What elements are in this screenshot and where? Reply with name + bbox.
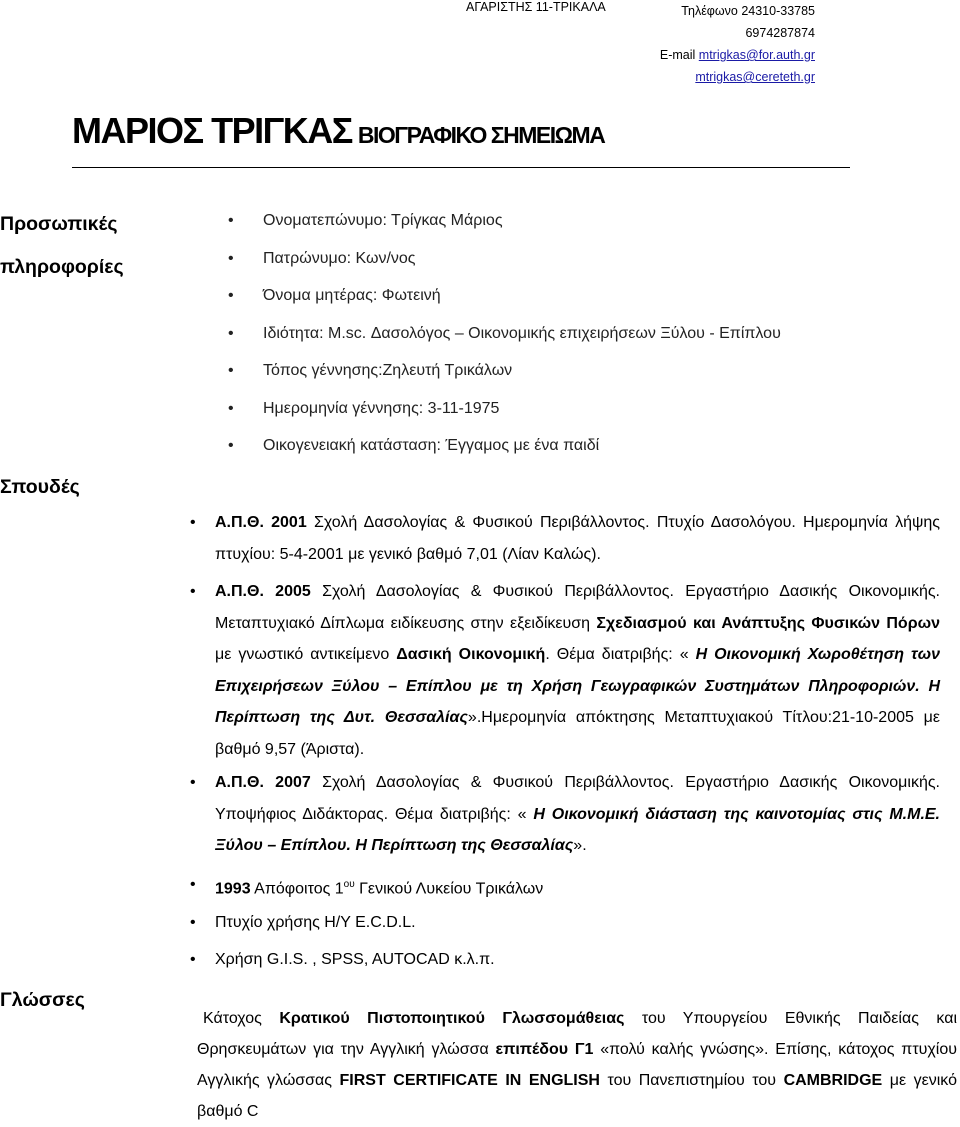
- personal-item: • Ιδιότητα: M.sc. Δασολόγος – Οικονομικής επιχειρήσεων Ξύλου - Επίπλου: [228, 315, 781, 353]
- title-subtitle: ΒΙΟΓΡΑΦΙΚΟ ΣΗΜΕΙΩΜΑ: [357, 122, 605, 148]
- email-link-1[interactable]: mtrigkas@for.auth.gr: [698, 48, 815, 62]
- email-label: E-mail: [659, 48, 696, 62]
- study-item-2001: • Α.Π.Θ. 2001 Σχολή Δασολογίας & Φυσικού Περιβάλλοντος. Πτυχίο Δασολόγου. Ημερομηνία λήψης πτυχίου: 5-4-2001 με γενικό βαθμό 7,01 (Λίαν Καλώς).: [190, 507, 940, 570]
- personal-item: • Ημερομηνία γέννησης: 3-11-1975: [228, 390, 781, 428]
- personal-item: • Όνομα μητέρας: Φωτεινή: [228, 277, 781, 315]
- personal-item: • Πατρώνυμο: Κων/νος: [228, 240, 781, 278]
- section-personal-line2: πληροφορίες: [0, 256, 124, 278]
- studies-list-3: [190, 767, 940, 862]
- personal-item: • Τόπος γέννησης:Ζηλευτή Τρικάλων: [228, 352, 781, 390]
- study-item-2005: • Α.Π.Θ. 2005 Σχολή Δασολογίας & Φυσικού Περιβάλλοντος. Εργαστήριο Δασικής Οικονομικής. Μεταπτυχιακό Δίπλωμα ειδίκευσης στην εξειδίκευση Σχεδιασμού και Ανάπτυξης Φυσικών Πόρων με γνωστικό αντικείμενο Δασική Οικονομική. Θέμα διατριβής: « Η Οικονομική Χωροθέτηση των Επιχειρήσεων Ξύλου – Επίπλου με τη Χρήση Γεωγραφικών Συστημάτων Πληροφοριών. Η Περίπτωση της Δυτ. Θεσσαλίας».Ημερομηνία απόκτησης Μεταπτυχιακού Τίτλου:21-10-2005 με βαθμό 9,57 (Άριστα).: [190, 576, 940, 765]
- phone: Τηλέφωνο 24310-33785: [681, 4, 815, 18]
- mobile: 6974287874: [745, 26, 815, 40]
- personal-item: • Ονοματεπώνυμο: Τρίγκας Μάριος: [228, 202, 781, 240]
- study-item-software: • Χρήση G.I.S. , SPSS, AUTOCAD κ.λ.π.: [190, 941, 543, 979]
- title-divider: [72, 167, 850, 168]
- study-item-ecdl: • Πτυχίο χρήσης Η/Υ E.C.D.L.: [190, 904, 543, 942]
- studies-list-4: [190, 866, 543, 979]
- languages-paragraph: Κάτοχος Κρατικού Πιστοποιητικού Γλωσσομάθειας του Υπουργείου Εθνικής Παιδείας και Θρησκευμάτων για την Αγγλική γλώσσα επιπέδου Γ1 «πολύ καλής γνώσης». Επίσης, κάτοχος πτυχίου Αγγλικής γλώσσας FIRST CERTIFICATE IN ENGLISH του Πανεπιστημίου του CAMBRIDGE με γενικό βαθμό C: [197, 1010, 957, 1120]
- section-studies: Σπουδές: [0, 476, 80, 498]
- title-name: ΜΑΡΙΟΣ ΤΡΙΓΚΑΣ: [72, 110, 352, 151]
- contact-block: [620, 0, 815, 88]
- study-item-2007: • Α.Π.Θ. 2007 Σχολή Δασολογίας & Φυσικού Περιβάλλοντος. Εργαστήριο Δασικής Οικονομικής. Υποψήφιος Διδάκτορας. Θέμα διατριβής: « Η Οικονομική διάσταση της καινοτομίας στις Μ.Μ.Ε. Ξύλου – Επίπλου. Η Περίπτωση της Θεσσαλίας».: [190, 767, 940, 862]
- email-link-2[interactable]: mtrigkas@cereteth.gr: [695, 70, 815, 84]
- personal-item: • Οικογενειακή κατάσταση: Έγγαμος με ένα παιδί: [228, 427, 781, 465]
- studies-list-2: [190, 576, 940, 765]
- page-title: [72, 110, 604, 152]
- section-personal: [0, 203, 124, 289]
- email-line: [620, 44, 815, 66]
- section-personal-line1: Προσωπικές: [0, 213, 118, 235]
- studies-list-1: [190, 507, 940, 570]
- personal-list: [228, 202, 781, 465]
- study-item-1993: • 1993 Απόφοιτος $1^{o\upsilon}$ Γενικού Λυκείου Τρικάλων: [190, 866, 543, 904]
- address: ΑΓΑΡΙΣΤΗΣ 11-ΤΡΙΚΑΛΑ: [466, 0, 606, 14]
- section-languages: Γλώσσες: [0, 989, 85, 1011]
- email-line-2: [620, 66, 815, 88]
